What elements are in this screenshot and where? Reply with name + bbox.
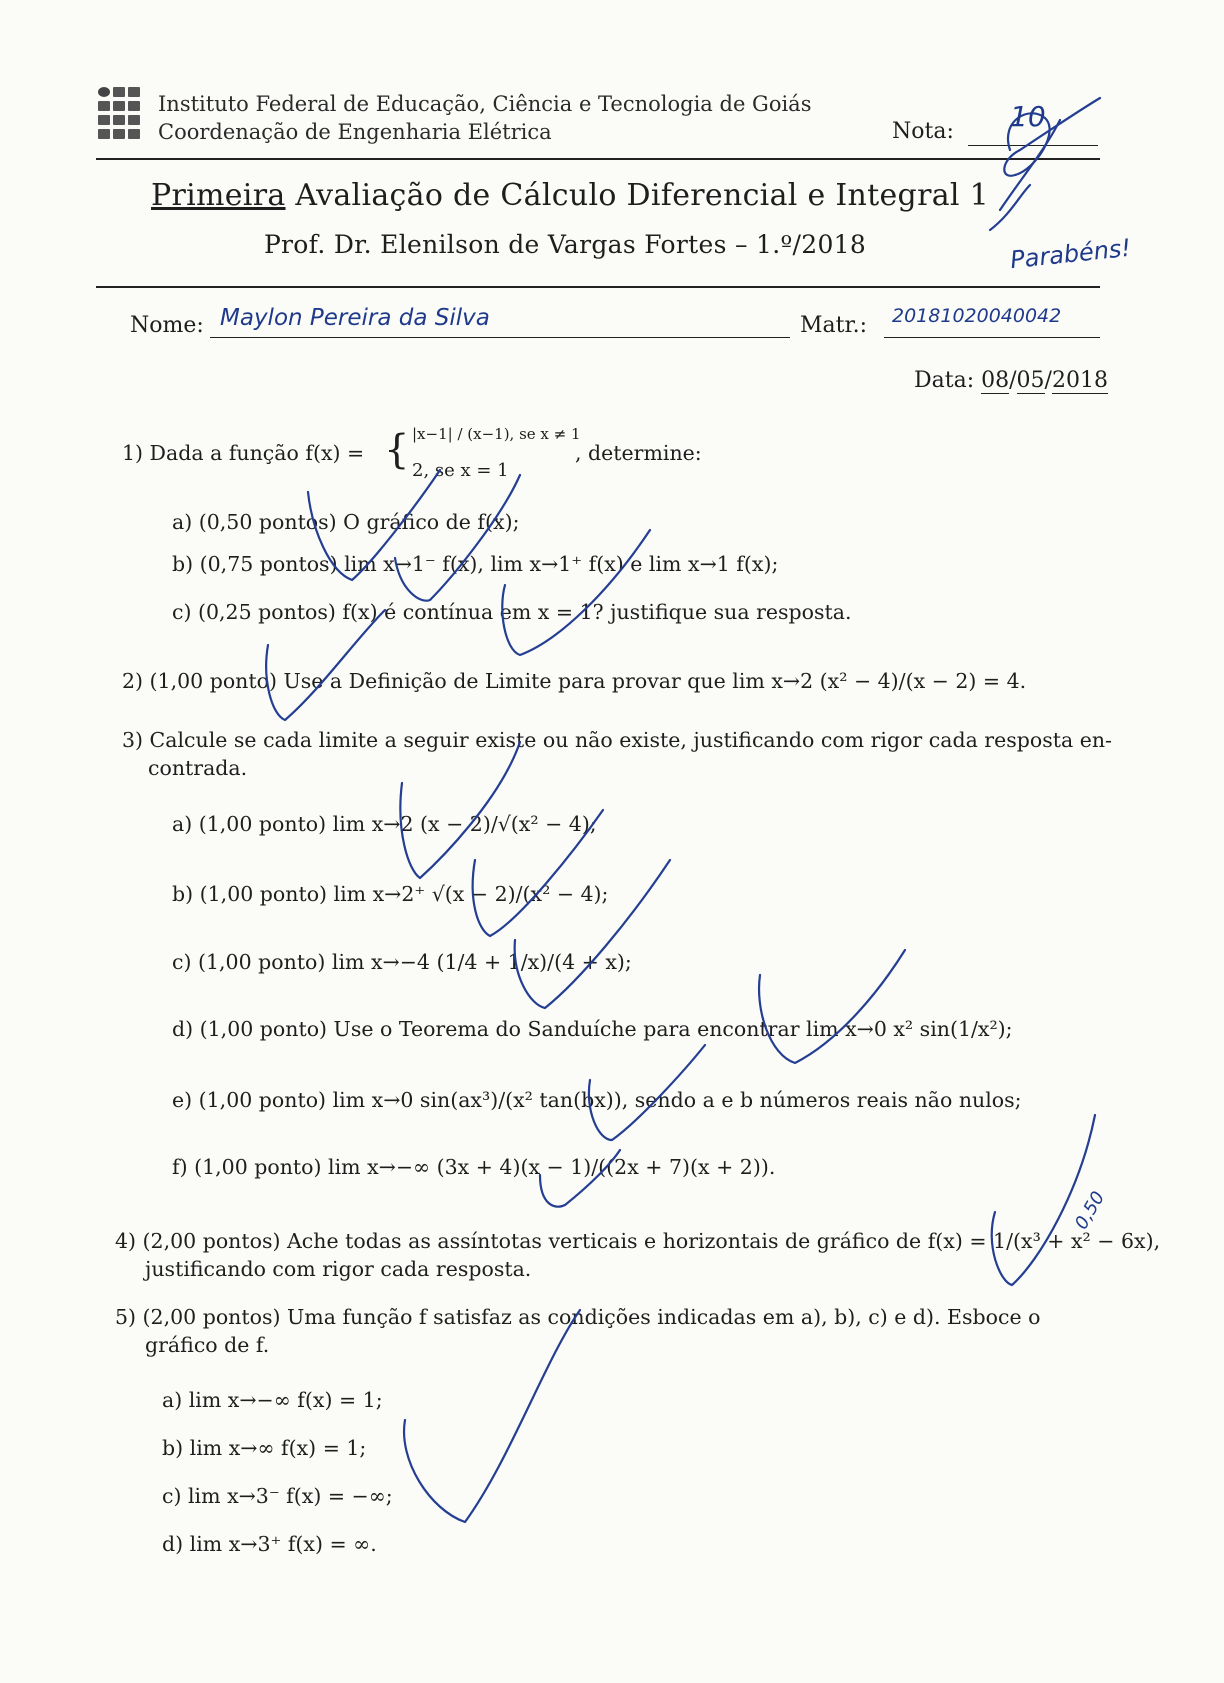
check-mark-3a <box>400 742 520 878</box>
student-name: Maylon Pereira da Silva <box>220 305 490 331</box>
question-1-case-2: 2, se x = 1 <box>412 460 509 481</box>
department-name: Coordenação de Engenharia Elétrica <box>158 120 552 144</box>
question-3b: b) (1,00 ponto) lim x→2⁺ √(x − 2)/(x² − 4); <box>172 882 609 906</box>
question-5-line-1: 5) (2,00 pontos) Uma função f satisfaz as condições indicadas em a), b), c) e d). Esboce o <box>115 1305 1041 1329</box>
check-mark-4 <box>992 1115 1095 1285</box>
question-3a: a) (1,00 ponto) lim x→2 (x − 2)/√(x² − 4); <box>172 812 597 836</box>
question-1-suffix: , determine: <box>575 441 702 465</box>
question-4-line-2: justificando com rigor cada resposta. <box>145 1257 532 1281</box>
question-3f: f) (1,00 ponto) lim x→−∞ (3x + 4)(x − 1)/((2x + 7)(x + 2)). <box>172 1155 776 1179</box>
professor-line: Prof. Dr. Elenilson de Vargas Fortes – 1.º/2018 <box>263 230 867 259</box>
date-field: Data: 08/05/2018 <box>914 368 1108 393</box>
question-5d: d) lim x→3⁺ f(x) = ∞. <box>162 1532 377 1556</box>
question-3-line-2: contrada. <box>148 756 248 780</box>
question-1-prefix: 1) Dada a função f(x) = <box>122 441 365 465</box>
check-mark-1b <box>395 475 520 601</box>
question-4-line-1: 4) (2,00 pontos) Ache todas as assíntotas verticais e horizontais de gráfico de f(x) = 1/(x³ + x² − 6x), <box>115 1229 1161 1253</box>
header-divider <box>96 158 1100 160</box>
check-mark-1c <box>502 530 650 655</box>
question-1a: a) (0,50 pontos) O gráfico de f(x); <box>172 510 520 534</box>
title-divider <box>96 286 1100 288</box>
question-3-line-1: 3) Calcule se cada limite a seguir existe ou não existe, justificando com rigor cada resposta en- <box>122 728 1112 752</box>
question-1-case-1: |x−1| / (x−1), se x ≠ 1 <box>412 425 581 443</box>
grade-line <box>968 145 1098 146</box>
question-3c: c) (1,00 ponto) lim x→−4 (1/4 + 1/x)/(4 + x); <box>172 950 632 974</box>
check-mark-5 <box>404 1310 580 1522</box>
brace-symbol: { <box>384 427 410 473</box>
student-matr: 20181020040042 <box>892 305 1062 327</box>
name-label: Nome: <box>130 313 204 338</box>
question-2: 2) (1,00 ponto) Use a Definição de Limite para provar que lim x→2 (x² − 4)/(x − 2) = 4. <box>122 669 1027 693</box>
institution-logo <box>98 87 146 147</box>
question-5c: c) lim x→3⁻ f(x) = −∞; <box>162 1484 393 1508</box>
question-3d: d) (1,00 ponto) Use o Teorema do Sanduíche para encontrar lim x→0 x² sin(1/x²); <box>172 1017 1013 1041</box>
question-5-line-2: gráfico de f. <box>145 1333 270 1357</box>
grade-label: Nota: <box>892 119 954 144</box>
matr-label: Matr.: <box>800 313 867 338</box>
question-5a: a) lim x→−∞ f(x) = 1; <box>162 1388 383 1412</box>
question-4-score: 0,50 <box>1070 1187 1110 1234</box>
question-3e: e) (1,00 ponto) lim x→0 sin(ax³)/(x² tan(bx)), sendo a e b números reais não nulos; <box>172 1088 1022 1112</box>
institution-header <box>158 90 811 146</box>
grade-handwritten: 10 <box>1010 100 1046 133</box>
praise-handwritten: Parabéns! <box>1008 233 1133 275</box>
question-1b: b) (0,75 pontos) lim x→1⁻ f(x), lim x→1⁺ f(x) e lim x→1 f(x); <box>172 552 779 576</box>
question-5b: b) lim x→∞ f(x) = 1; <box>162 1436 367 1460</box>
exam-title: Primeira Avaliação de Cálculo Diferencial e Integral 1 <box>150 178 990 213</box>
check-mark-2 <box>266 610 385 720</box>
check-mark-3d <box>759 950 905 1063</box>
name-field <box>210 305 790 338</box>
matr-field <box>884 305 1100 338</box>
question-1c: c) (0,25 pontos) f(x) é contínua em x = 1? justifique sua resposta. <box>172 600 852 624</box>
institution-name: Instituto Federal de Educação, Ciência e Tecnologia de Goiás <box>158 92 812 116</box>
